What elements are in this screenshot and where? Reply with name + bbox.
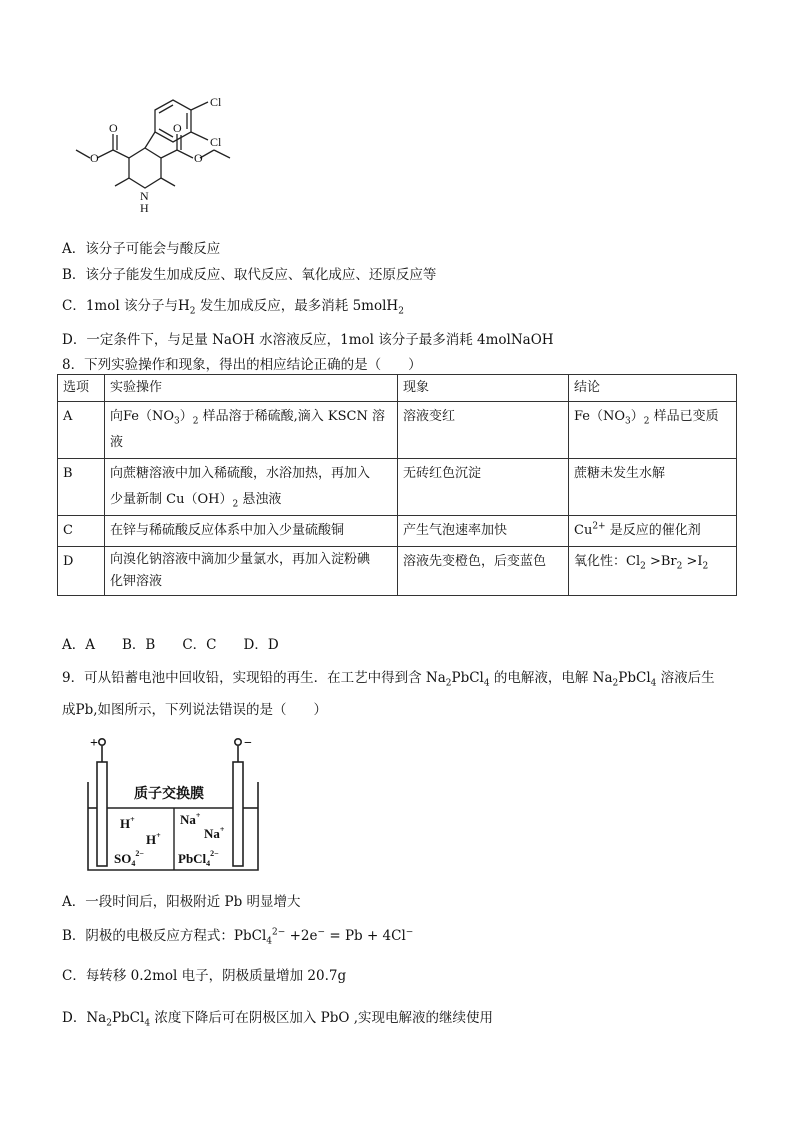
q8-stem: 8．下列实验操作和现象，得出的相应结论正确的是（ ）	[62, 357, 422, 373]
row-conclusion: 蔗糖未发生水解	[569, 459, 737, 516]
table-row	[58, 459, 737, 516]
option-letter: B．	[62, 267, 86, 283]
table-header-row	[58, 375, 737, 402]
q9-stem-line2: 成Pb,如图所示，下列说法错误的是（ ）	[62, 702, 328, 718]
option-text: 该分子能发生加成反应、取代反应、氧化成应、还原反应等	[85, 267, 437, 283]
row-key: D	[58, 547, 105, 596]
h-ion-1: H+	[120, 815, 135, 831]
header-conclusion: 结论	[569, 375, 737, 402]
op-text: 向蔗糖溶液中加入稀硫酸，水浴加热，再加入	[110, 466, 371, 481]
option-letter: A．	[62, 894, 86, 910]
concl-text: >I	[682, 554, 703, 569]
concl-sub: 2	[643, 416, 650, 427]
h-label: H	[140, 201, 149, 215]
row-phenomenon: 无砖红色沉淀	[398, 459, 569, 516]
option-letter: C．	[62, 298, 86, 314]
row-key: A	[58, 402, 105, 459]
concl-text: Cu	[574, 523, 593, 538]
q7-option-d	[62, 328, 554, 348]
concl-sub: 2	[676, 561, 683, 572]
option-text: 浓度下降后可在阴极区加入 PbO ,实现电解液的继续使用	[150, 1010, 494, 1026]
row-key: B	[58, 459, 105, 516]
stem-text: PbCl	[618, 670, 651, 686]
op-sub: 2	[192, 416, 199, 427]
op-text: 悬浊液	[238, 492, 282, 507]
concl-text: 氧化性：Cl	[574, 554, 641, 569]
op-text: 少量新制 Cu（OH）	[110, 492, 233, 507]
concl-sub: 2	[640, 561, 646, 572]
op-text: 向溴化钠溶液中滴加少量氯水，再加入淀粉碘	[110, 552, 371, 567]
q9-option-d	[62, 1006, 494, 1029]
row-phenomenon: 产生气泡速率加快	[398, 516, 569, 547]
row-key: C	[58, 516, 105, 547]
option-text: 一定条件下，与足量 NaOH 水溶液反应，1mol 该分子最多消耗 4molNaOH	[86, 332, 554, 348]
concl-text: >Br	[645, 554, 677, 569]
stem-text: 溶液后生	[656, 670, 715, 686]
plus-terminal-label: +	[90, 736, 98, 751]
cell-svg	[82, 730, 272, 875]
q9-option-c	[62, 964, 346, 984]
option-text: = Pb + 4Cl	[325, 928, 406, 944]
q9-option-a	[62, 890, 301, 910]
op-sub: 2	[232, 499, 239, 510]
q7-molecule-structure	[60, 88, 250, 228]
option-letter: A．	[62, 241, 86, 257]
option-sub: 4	[144, 1018, 151, 1029]
na-ion-1: Na+	[180, 811, 201, 827]
op-text: 液	[110, 435, 124, 450]
option-sup: 2−	[272, 927, 286, 938]
option-text: Na	[86, 1010, 107, 1026]
op-text: 样品溶于稀硫酸,滴入 KSCN 溶	[198, 409, 386, 424]
header-option: 选项	[58, 375, 105, 402]
stem-text: 9．可从铅蓄电池中回收铅，实现铅的再生．在工艺中得到含 Na	[62, 670, 446, 686]
option-text: 每转移 0.2mol 电子，阴极质量增加 20.7g	[85, 968, 347, 984]
q9-stem-line1	[62, 666, 715, 689]
row-operation	[105, 459, 398, 516]
header-operation: 实验操作	[105, 375, 398, 402]
svg-text:O: O	[109, 121, 118, 135]
h2-symbol: H	[177, 298, 190, 314]
n-label: N	[140, 189, 149, 203]
option-text: 一段时间后，阳极附近 Pb 明显增大	[85, 894, 301, 910]
h-ion-2: H+	[146, 831, 161, 847]
option-text: 1mol 该分子与	[85, 298, 178, 314]
row-phenomenon: 溶液变红	[398, 402, 569, 459]
cl-label-top: Cl	[210, 95, 222, 109]
svg-text:O: O	[173, 121, 182, 135]
stem-text: PbCl	[451, 670, 484, 686]
minus-terminal-label: −	[244, 736, 252, 751]
row-conclusion	[569, 547, 737, 596]
concl-text: Fe（NO	[574, 409, 626, 424]
row-phenomenon: 溶液先变橙色，后变蓝色	[398, 547, 569, 596]
concl-sub: 2	[702, 561, 709, 572]
option-sub: 2	[106, 1018, 112, 1029]
table-row	[58, 516, 737, 547]
q7-option-b	[62, 263, 436, 283]
header-phenomenon: 现象	[398, 375, 569, 402]
stem-sub: 2	[612, 678, 619, 689]
row-operation	[105, 402, 398, 459]
op-text: 化钾溶液	[110, 574, 163, 589]
h2-subscript-2: 2	[398, 306, 404, 317]
table-row	[58, 547, 737, 596]
option-text: 该分子可能会与酸反应	[85, 241, 221, 257]
concl-text: 样品已变质	[649, 409, 719, 424]
stem-sub: 2	[445, 678, 452, 689]
q7-option-a	[62, 237, 220, 257]
q9-option-b	[62, 924, 414, 947]
row-conclusion	[569, 402, 737, 459]
stem-text: 的电解液，电解 Na	[489, 670, 613, 686]
h2-subscript: 2	[189, 306, 196, 317]
concl-sup: 2+	[592, 521, 606, 532]
option-letter: C．	[62, 968, 86, 984]
row-conclusion	[569, 516, 737, 547]
concl-sub: 3	[625, 416, 631, 427]
q7-option-c	[62, 294, 404, 317]
option-text: PbCl	[111, 1010, 145, 1026]
q8-choices: A．A B．B C．C D．D	[62, 637, 279, 653]
row-operation: 在锌与稀硫酸反应体系中加入少量硫酸铜	[105, 516, 398, 547]
option-sub: 4	[266, 936, 273, 947]
q8-table	[57, 374, 737, 596]
option-text-2: 发生加成反应，最多消耗 5molH	[195, 298, 399, 314]
table-row	[58, 402, 737, 459]
option-text: 阴极的电极反应方程式：PbCl	[85, 928, 267, 944]
option-letter: D．	[62, 332, 87, 348]
op-text: ）	[179, 409, 193, 424]
cl-label-bottom: Cl	[210, 135, 222, 149]
stem-sub: 4	[483, 678, 490, 689]
op-text: 向Fe（NO	[110, 409, 175, 424]
option-sup: −	[405, 927, 414, 938]
molecule-svg	[60, 88, 250, 228]
na-ion-2: Na+	[204, 825, 225, 841]
svg-text:O: O	[90, 151, 99, 165]
membrane-label: 质子交换膜	[134, 787, 204, 802]
stem-sub: 4	[650, 678, 657, 689]
option-text: +2e	[285, 928, 318, 944]
concl-text: ）	[630, 409, 644, 424]
option-letter: D．	[62, 1010, 87, 1026]
option-letter: B．	[62, 928, 86, 944]
option-sup: −	[317, 927, 326, 938]
row-operation	[105, 547, 398, 596]
electrolysis-cell-diagram	[82, 730, 272, 875]
svg-text:O: O	[194, 151, 203, 165]
concl-text: 是反应的催化剂	[605, 523, 701, 538]
pbcl4-ion: PbCl$_4^{2-}$	[178, 849, 219, 868]
sulfate-ion: $SO_4^{2-}$	[114, 849, 144, 868]
op-sub: 3	[174, 416, 180, 427]
